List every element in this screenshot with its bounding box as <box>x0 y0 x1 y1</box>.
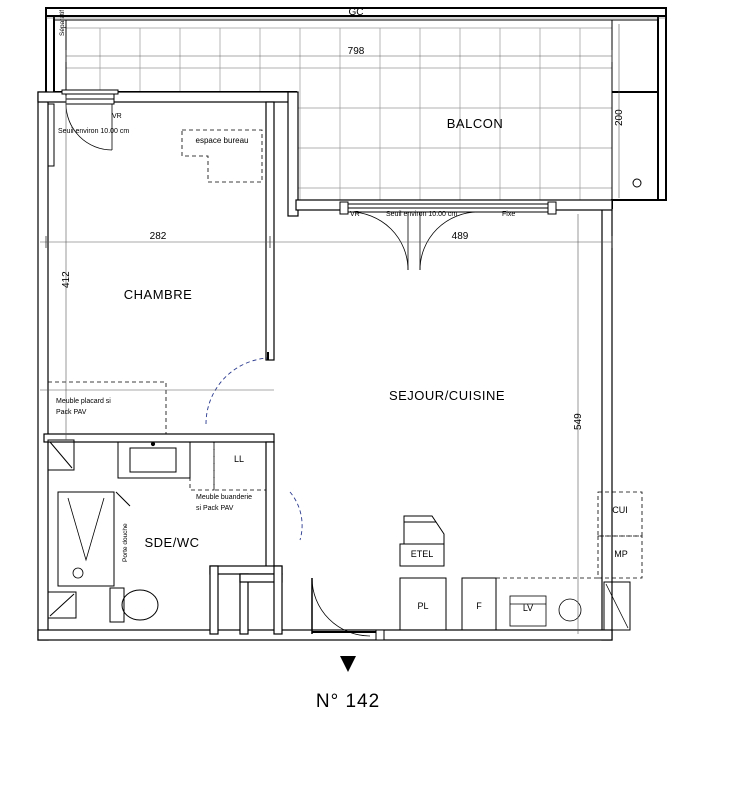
dimension-798: 798 <box>347 46 365 57</box>
label-cui: CUI <box>612 505 628 515</box>
annotation-vr-bedroom: VR <box>112 113 122 120</box>
annotation-pack-pav-2: si Pack PAV <box>196 505 234 512</box>
room-label-balcon: BALCON <box>446 116 504 131</box>
bathroom-door-swing <box>290 492 302 540</box>
entry-door-swing <box>312 578 370 636</box>
annotation-vr-living: VR <box>350 211 360 218</box>
dimension-200: 200 <box>614 109 625 126</box>
label-lv: LV <box>522 603 534 613</box>
bedroom-window-swing <box>66 104 112 150</box>
annotation-pack-pav-1: Pack PAV <box>56 409 87 416</box>
dimension-489: 489 <box>451 231 469 242</box>
dimension-549: 549 <box>573 413 584 430</box>
annotation-separatif: Séparatif <box>59 9 66 36</box>
bedroom-window-frame <box>48 104 54 166</box>
dimension-ticks <box>46 50 612 248</box>
annotation-fixe: Fixe <box>502 211 516 218</box>
dimension-gc: GC <box>348 7 364 18</box>
wall-hatch <box>48 440 76 618</box>
annotation-seuil-bedroom: Seuil environ 10.00 cm <box>58 128 130 135</box>
annotation-espace-bureau: espace bureau <box>195 136 249 145</box>
washing-machine-ll <box>214 442 266 490</box>
label-ll: LL <box>233 454 245 464</box>
bedroom-door-swing <box>206 358 268 424</box>
annotation-meuble-placard: Meuble placard si <box>56 398 111 405</box>
dimension-412: 412 <box>61 271 72 288</box>
room-label-sde-wc: SDE/WC <box>144 535 200 550</box>
shower-door <box>116 492 130 506</box>
buanderie-dashed <box>190 442 214 490</box>
bedroom-window <box>62 90 118 104</box>
plan-title: N° 142 <box>315 691 381 712</box>
shower <box>58 492 114 586</box>
label-f: F <box>476 601 482 611</box>
annotation-meuble-buanderie: Meuble buanderie <box>196 494 253 501</box>
orientation-marker <box>340 656 356 672</box>
annotation-seuil-living: Seuil environ 10.00 cm <box>386 211 458 218</box>
label-mp: MP <box>614 549 628 559</box>
dimension-282: 282 <box>149 231 167 242</box>
dimension-lines <box>40 18 666 634</box>
balcony-drain-icon <box>633 179 641 187</box>
toilet <box>110 588 158 622</box>
room-label-sejour-cuisine: SEJOUR/CUISINE <box>388 388 506 403</box>
washbasin <box>118 442 190 478</box>
label-etel: ETEL <box>410 549 434 559</box>
label-pl: PL <box>417 601 429 611</box>
room-label-chambre: CHAMBRE <box>123 287 193 302</box>
annotation-porte-douche: Porte douche <box>122 523 129 562</box>
balcony-tile-grid <box>66 28 612 208</box>
